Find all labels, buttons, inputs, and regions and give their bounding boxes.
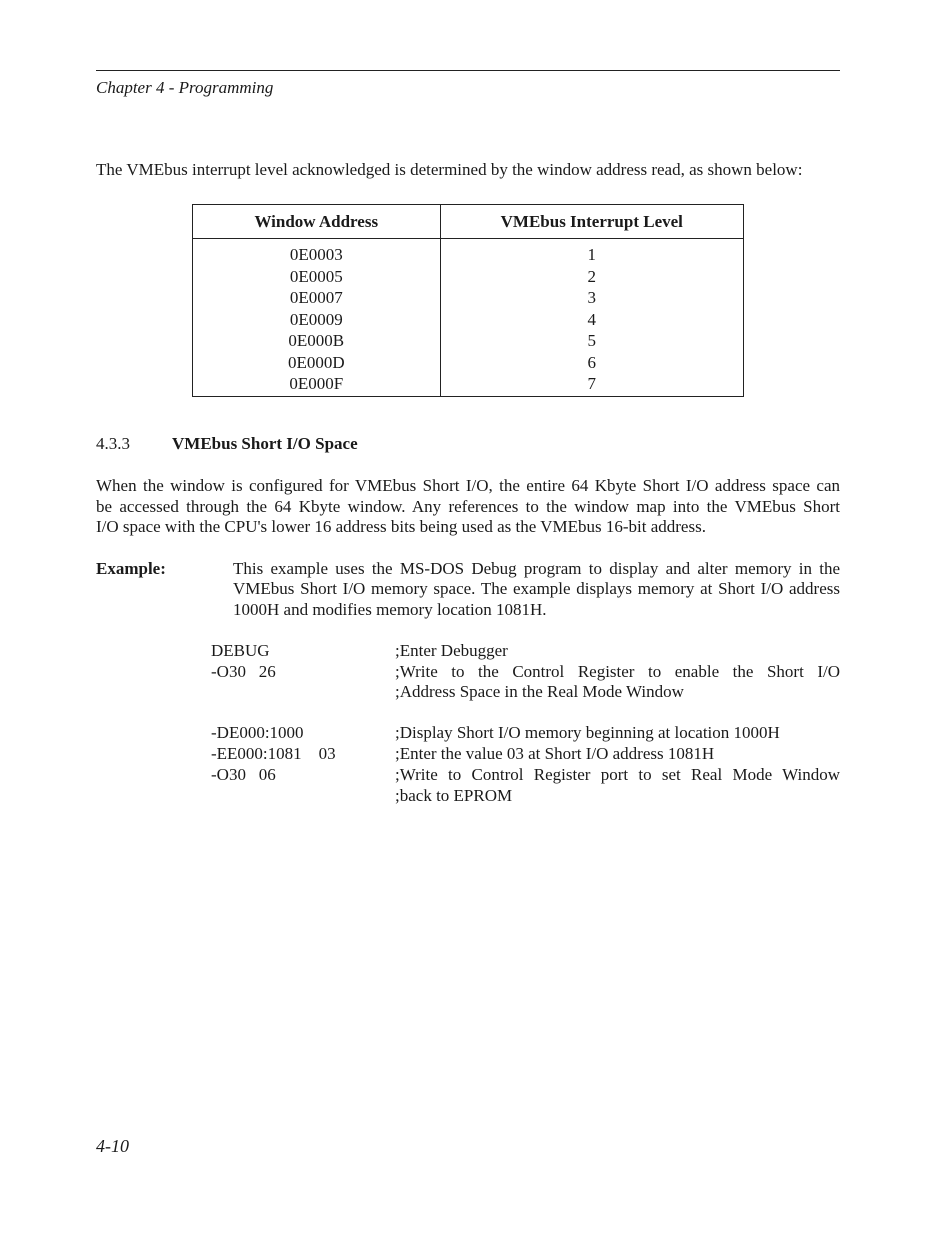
table-row	[193, 239, 744, 267]
example-text-line: 1000H and modifies memory location 1081H.	[233, 600, 547, 619]
example-text-line: This example uses the MS-DOS Debug program to display and alter memory in the	[233, 559, 840, 578]
intro-paragraph: The VMEbus interrupt level acknowledged is determined by the window address read, as shown below:	[96, 160, 803, 179]
code-comment: ;back to EPROM	[395, 786, 513, 805]
table-row	[193, 267, 744, 289]
table-header-row	[193, 205, 744, 239]
window-address-cell: 0E000B	[193, 331, 441, 353]
body-paragraph-line: When the window is configured for VMEbus Short I/O, the entire 64 Kbyte Short I/O address space can	[96, 476, 840, 495]
window-address-cell: 0E0005	[193, 267, 441, 289]
table-row	[193, 331, 744, 353]
code-command: -DE000:1000	[211, 723, 304, 742]
header-rule	[96, 70, 840, 71]
code-command: DEBUG	[211, 641, 270, 660]
window-address-cell: 0E0003	[193, 239, 441, 267]
column-header-interrupt-level: VMEbus Interrupt Level	[440, 205, 743, 239]
code-comment: ;Enter Debugger	[395, 641, 508, 660]
column-header-window-address: Window Address	[193, 205, 441, 239]
code-command: -EE000:1081 03	[211, 744, 336, 763]
interrupt-level-cell: 5	[440, 331, 743, 353]
interrupt-level-cell: 7	[440, 374, 743, 396]
window-address-cell: 0E000D	[193, 353, 441, 375]
window-address-cell: 0E0007	[193, 288, 441, 310]
code-comment: ;Address Space in the Real Mode Window	[395, 682, 684, 701]
code-comment: ;Write to Control Register port to set Real Mode Window	[395, 765, 840, 784]
window-address-cell: 0E0009	[193, 310, 441, 332]
table-row	[193, 374, 744, 396]
section-number: 4.3.3	[96, 434, 130, 453]
body-paragraph-line: be accessed through the 64 Kbyte window. Any references to the window map into the VMEbus Short	[96, 497, 840, 516]
table-row	[193, 310, 744, 332]
body-paragraph-line: I/O space with the CPU's lower 16 address bits being used as the VMEbus 16-bit address.	[96, 517, 706, 536]
interrupt-level-table	[192, 204, 744, 397]
code-command: -O30 06	[211, 765, 276, 784]
interrupt-level-cell: 4	[440, 310, 743, 332]
table-row	[193, 288, 744, 310]
interrupt-level-cell: 2	[440, 267, 743, 289]
table-row	[193, 353, 744, 375]
chapter-header: Chapter 4 - Programming	[96, 78, 274, 97]
interrupt-level-cell: 1	[440, 239, 743, 267]
example-label: Example:	[96, 559, 166, 578]
interrupt-level-cell: 3	[440, 288, 743, 310]
code-comment: ;Enter the value 03 at Short I/O address 1081H	[395, 744, 715, 763]
interrupt-level-cell: 6	[440, 353, 743, 375]
section-title: VMEbus Short I/O Space	[172, 434, 358, 453]
example-text-line: VMEbus Short I/O memory space. The example displays memory at Short I/O address	[233, 579, 840, 598]
code-comment: ;Display Short I/O memory beginning at location 1000H	[395, 723, 780, 742]
page-number: 4-10	[96, 1136, 129, 1156]
code-command: -O30 26	[211, 662, 276, 681]
code-comment: ;Write to the Control Register to enable the Short I/O	[395, 662, 840, 681]
window-address-cell: 0E000F	[193, 374, 441, 396]
